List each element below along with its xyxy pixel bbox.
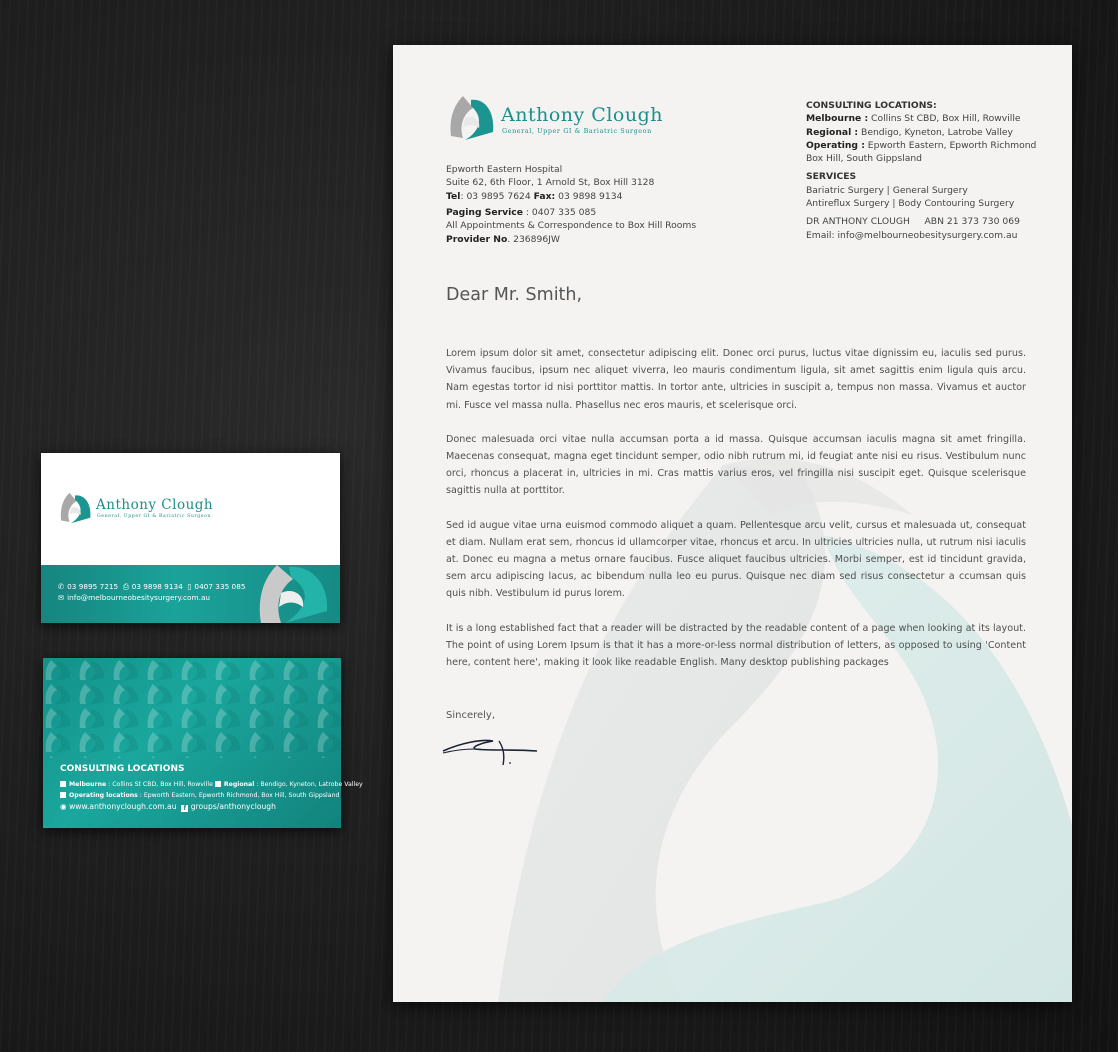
mobile-icon: ▯: [187, 582, 192, 591]
melbourne-label: Melbourne :: [806, 113, 869, 125]
logo-mark-icon: [57, 490, 93, 526]
letterhead-logo: [445, 92, 705, 146]
logo-name: Anthony Clough: [501, 104, 663, 126]
melbourne-regional-line: [60, 779, 363, 790]
bullet-square-icon: [215, 781, 221, 787]
large-logo-mark-icon: [255, 561, 331, 623]
card-logo: [57, 490, 257, 530]
address-line2: Suite 62, 6th Floor, 1 Arnold St, Box Hill 3128: [446, 177, 655, 189]
consulting-heading: CONSULTING LOCATIONS:: [806, 100, 937, 111]
card-regional-value: : Bendigo, Kyneton, Latrobe Valley: [254, 781, 363, 788]
facebook-group: groups/anthonyclough: [190, 802, 276, 811]
tel-value: : 03 9895 7624: [460, 190, 534, 202]
card-regional-label: Regional: [223, 781, 255, 788]
services-line1: Bariatric Surgery | General Surgery: [806, 184, 968, 196]
logo-mark-icon: [445, 92, 497, 144]
melbourne-value: Collins St CBD, Box Hill, Rowville: [868, 113, 1021, 125]
paging-block: [446, 206, 746, 246]
card-operating-label: Operating locations: [69, 792, 138, 799]
business-card-back: [43, 658, 363, 828]
web-line: [60, 801, 363, 812]
tel-fax-line: [446, 190, 746, 203]
fax-number: 03 9898 9134: [131, 582, 183, 591]
signature-image: [441, 733, 541, 773]
mail-icon: ✉: [58, 593, 65, 602]
fax-icon: ⎙: [122, 582, 129, 591]
card-back-heading: CONSULTING LOCATIONS: [60, 764, 185, 774]
card-back-locations: [60, 779, 363, 812]
paragraph: It is a long established fact that a reader will be distracted by the readable content of a page when looking at its layout. The point of using Lorem Ipsum is that it has a more-or-less normal distribution of letters, as opposed to using 'Content here, content here', making it look like readable English. Many desktop publishing packages: [446, 622, 1026, 669]
card-logo-subtitle: General, Upper GI & Bariatric Surgeon: [97, 514, 211, 519]
provider-value: . 236896JW: [507, 233, 560, 245]
globe-icon: ◉: [60, 802, 67, 811]
paragraph: Sed id augue vitae urna euismod commodo aliquet a quam. Pellentesque arcu velit, cursus et malesuada ut, consequat et diam. Nullam erat sem, rhoncus id ullamcorper vitae, rhoncus et arcu. In ultricies ultricies nulla, ut rutrum nisi iaculis at. Donec eu magna a metus ornare faucibus. Fusce aliquet faucibus ultricies. Morbi semper, est id tincidunt gravida, sem arcu adipiscing lacus, ac bibendum nulla leo eu purus. Quisque nec diam sed risus consectetur a ccumsan quis quis nibh. Vestibulum id purus lorem.: [446, 519, 1026, 600]
business-card-front: [41, 453, 340, 623]
fax-value: 03 9898 9134: [555, 190, 623, 202]
operating-line: [60, 790, 363, 801]
letterhead-page: [393, 45, 1072, 1002]
regional-label: Regional :: [806, 126, 859, 138]
card-melbourne-label: Melbourne: [69, 781, 107, 788]
card-melbourne-value: : Collins St CBD, Box Hill, Rowville: [106, 781, 215, 788]
paging-value: : 0407 335 085: [522, 207, 597, 218]
tel-label: Tel: [446, 190, 461, 202]
bullet-square-icon: [60, 781, 66, 787]
phone-icon: ✆: [58, 582, 65, 591]
services-heading: SERVICES: [806, 171, 857, 183]
salutation: Dear Mr. Smith,: [446, 285, 583, 305]
bullet-square-icon: [60, 792, 66, 798]
melbourne-line: [806, 112, 1046, 125]
appointments-line: All Appointments & Correspondence to Box Hill Rooms: [446, 220, 697, 232]
paragraph: Donec malesuada orci vitae nulla accumsan porta a id massa. Quisque accumsan iaculis magna sit amet fringilla. Maecenas consequat, magna eget tincidunt semper, odio nibh rutrum mi, id feugiat ante nisi eu risus. Vestibulum nunc orci, rhoncus a placerat in, ultricies in mi. Cras mattis varius eros, vel fringilla nisi suscipit eget. Quisque scelerisque sagittis nulla at porttitor.: [446, 433, 1026, 497]
email-line: Email: info@melbourneobesitysurgery.com.au: [806, 229, 1018, 241]
fax-label: Fax:: [533, 190, 556, 202]
paging-line: [446, 206, 746, 219]
operating-value: Epworth Eastern, Epworth Richmond Box Hill, South Gippsland: [806, 139, 1037, 165]
card-email: info@melbourneobesitysurgery.com.au: [67, 593, 211, 602]
mobile-number: 0407 335 085: [194, 582, 246, 591]
address-block: [446, 163, 746, 203]
logo-subtitle: General, Upper GI & Bariatric Surgeon: [502, 127, 652, 135]
letter-body: [446, 345, 1026, 688]
website: www.anthonyclough.com.au: [69, 802, 177, 811]
regional-value: Bendigo, Kyneton, Latrobe Valley: [858, 126, 1013, 138]
paging-label: Paging Service: [446, 207, 523, 218]
operating-line: [806, 139, 1046, 166]
closing: Sincerely,: [446, 710, 496, 721]
phone-line: [58, 581, 246, 592]
paragraph: Lorem ipsum dolor sit amet, consectetur adipiscing elit. Donec orci purus, luctus vitae dignissim eu, iaculis sed purus. Vivamus faucibus, ipsum nec aliquet viverra, leo mauris condimentum ligula, sit amet sagittis enim ligula quis arcu. Nam egestas tortor id nisi porttitor mattis. In tortor ante, ultricies in suscipit a, tempus non massa. Vivamus et auctor mi. Fusce vel massa nulla. Phasellus nec eros mauris, et scelerisque orci.: [446, 348, 1026, 411]
services-line2: Antireflux Surgery | Body Contouring Surgery: [806, 198, 1015, 210]
email-line: [58, 592, 246, 603]
doctor-abn-line: DR ANTHONY CLOUGH ABN 21 373 730 069: [806, 216, 1020, 228]
phone-number: 03 9895 7215: [67, 582, 119, 591]
regional-line: [806, 126, 1046, 139]
address-line1: Epworth Eastern Hospital: [446, 164, 563, 175]
provider-line: [446, 233, 746, 246]
card-operating-value: : Epworth Eastern, Epworth Richmond, Box Hill, South Gippsland: [137, 792, 340, 799]
consulting-info-block: [806, 99, 1046, 242]
operating-label: Operating :: [806, 139, 865, 151]
facebook-icon: f: [181, 805, 188, 812]
provider-label: Provider No: [446, 233, 508, 245]
card-contact-info: [58, 581, 246, 603]
card-logo-name: Anthony Clough: [96, 497, 214, 513]
